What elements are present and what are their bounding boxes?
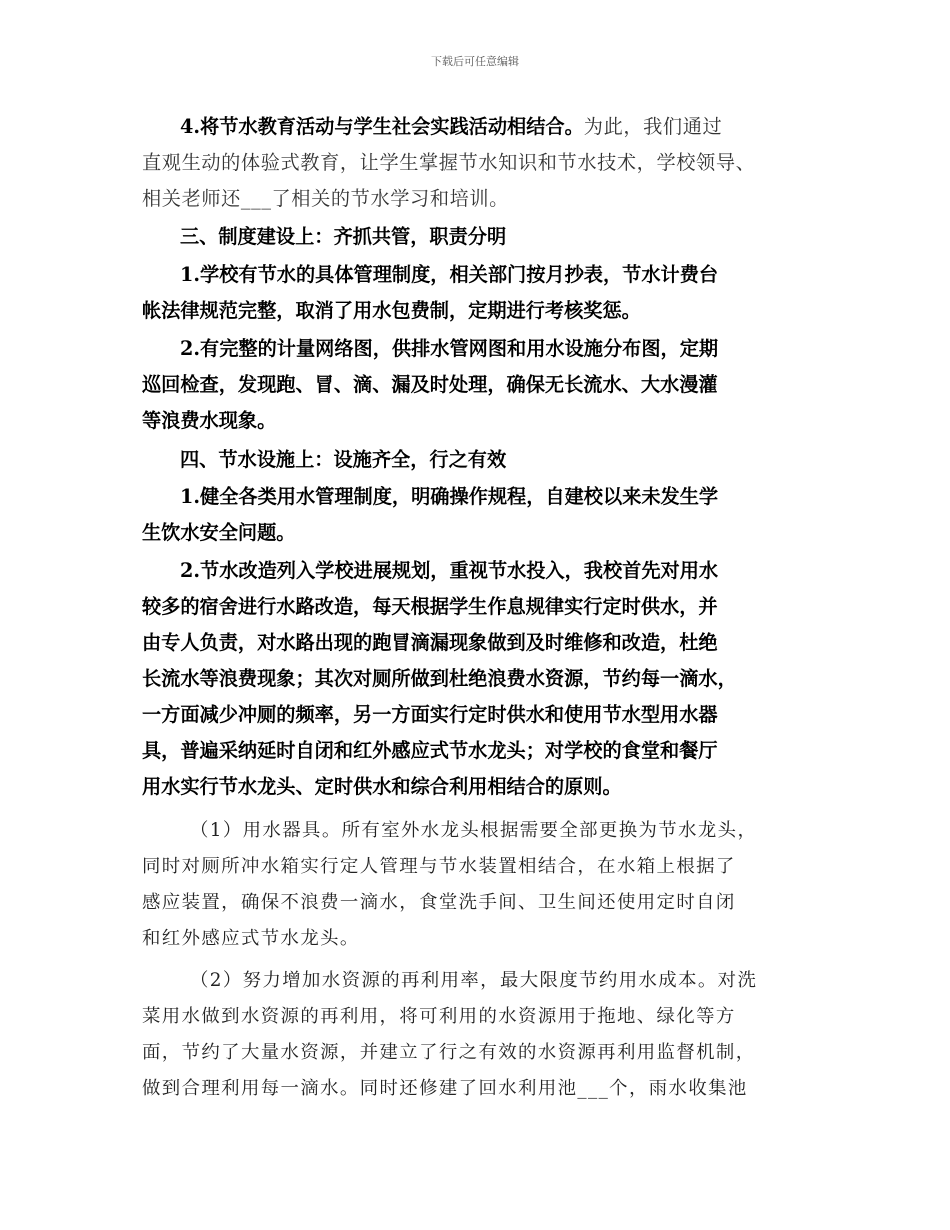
paragraph-1: [142, 109, 822, 217]
paragraph-line: 具，普遍采纳延时自闭和红外感应式节水龙头；对学校的食堂和餐厅: [142, 739, 718, 762]
paragraph-6: [142, 813, 822, 957]
paragraph-line: 1.学校有节水的具体管理制度，相关部门按月抄表，节水计费台: [180, 263, 719, 286]
section-heading: 四、节水设施上：设施齐全，行之有效: [180, 448, 507, 471]
paragraph-line: 1.健全各类用水管理制度，明确操作规程，自建校以来未发生学: [180, 485, 719, 508]
paragraph-line: 生饮水安全问题。: [142, 521, 296, 544]
paragraph-line: 帐法律规范完整，取消了用水包费制，定期进行考核奖惩。: [142, 299, 641, 322]
paragraph-line: 较多的宿舍进行水路改造，每天根据学生作息规律实行定时供水，并: [142, 595, 718, 618]
paragraph-5: [142, 553, 822, 805]
paragraph-line: 做到合理利用每一滴水。同时还修建了回水利用池___个，雨水收集池: [142, 1078, 748, 1099]
paragraph-line: （2）努力增加水资源的再利用率，最大限度节约用水成本。对洗: [190, 970, 758, 991]
paragraph-text: 为此，我们通过: [583, 115, 723, 138]
paragraph-line: 巡回检查，发现跑、冒、滴、漏及时处理，确保无长流水、大水漫灌: [142, 373, 718, 396]
paragraph-line: 面，节约了大量水资源，并建立了行之有效的水资源再利用监督机制，: [142, 1042, 756, 1063]
section-heading-4: [142, 442, 822, 478]
paragraph-line: 感应装置，确保不浪费一滴水，食堂洗手间、卫生间还使用定时自闭: [142, 892, 736, 913]
paragraph-line: 2.节水改造列入学校进展规划，重视节水投入，我校首先对用水: [180, 559, 719, 582]
paragraph-line: （1）用水器具。所有室外水龙头根据需要全部更换为节水龙头，: [190, 820, 758, 841]
paragraph-line: 用水实行节水龙头、定时供水和综合利用相结合的原则。: [142, 775, 622, 798]
paragraph-7: [142, 963, 822, 1107]
paragraph-2: [142, 257, 822, 329]
paragraph-line: 由专人负责，对水路出现的跑冒滴漏现象做到及时维修和改造，杜绝: [142, 631, 718, 654]
paragraph-line: 同时对厕所冲水箱实行定人管理与节水装置相结合，在水箱上根据了: [142, 856, 736, 877]
paragraph-line: 2.有完整的计量网络图，供排水管网图和用水设施分布图，定期: [180, 337, 719, 360]
paragraph-4: [142, 479, 822, 551]
section-heading: 三、制度建设上：齐抓共管，职责分明: [180, 225, 507, 248]
page-header: 下载后可任意编辑: [431, 55, 519, 68]
paragraph-line: 直观生动的体验式教育，让学生掌握节水知识和节水技术，学校领导、: [142, 151, 756, 174]
paragraph-line: 和红外感应式节水龙头。: [142, 928, 360, 949]
paragraph-line: 等浪费水现象。: [142, 409, 277, 432]
paragraph-line: 长流水等浪费现象；其次对厕所做到杜绝浪费水资源，节约每一滴水，: [142, 667, 737, 690]
paragraph-line: 菜用水做到水资源的再利用，将可利用的水资源用于拖地、绿化等方: [142, 1006, 736, 1027]
section-heading-3: [142, 219, 822, 255]
paragraph-line: 一方面减少冲厕的频率，另一方面实行定时供水和使用节水型用水器: [142, 703, 718, 726]
paragraph-lead: 4.将节水教育活动与学生社会实践活动相结合。: [180, 115, 584, 138]
paragraph-line: 相关老师还___了相关的节水学习和培训。: [142, 187, 509, 210]
paragraph-3: [142, 331, 822, 439]
